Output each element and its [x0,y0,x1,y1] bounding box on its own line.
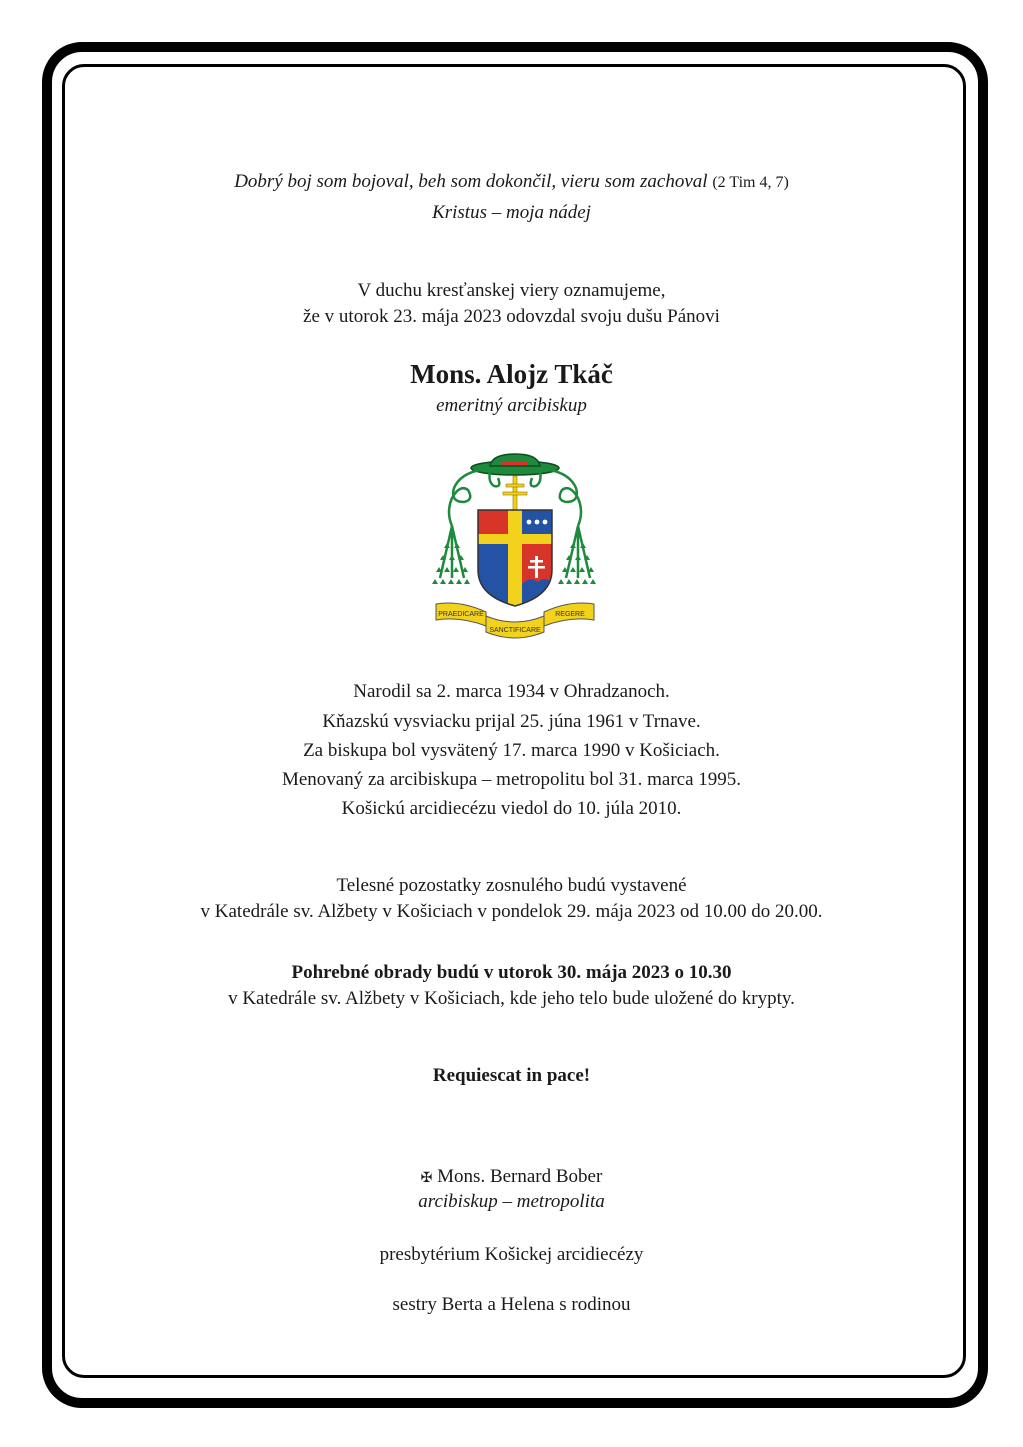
archbishop-name: Mons. Bernard Bober [437,1166,603,1187]
motto-line [0,170,1023,195]
bio-line-2: Kňazskú vysviacku prijal 25. júna 1961 v Trnave. [322,711,701,732]
bio-line-1: Narodil sa 2. marca 1934 v Ohradzanoch. [353,681,670,702]
motto-hope: Kristus – moja nádej [432,202,591,223]
viewing-line-1: Telesné pozostatky zosnulého budú vystavené [336,875,687,896]
motto-reference: (2 Tim 4, 7) [712,174,789,191]
presbytery: presbytérium Košickej arcidiecézy [379,1244,644,1265]
announcement-line-2: že v utorok 23. mája 2023 odovzdal svoju dušu Pánovi [303,306,720,327]
archbishop-signature [0,1165,1023,1191]
closing-prayer: Requiescat in pace! [432,1065,591,1086]
cross-icon: ✠ [420,1171,433,1186]
viewing-line-2: v Katedrále sv. Alžbety v Košiciach v pondelok 29. mája 2023 od 10.00 do 20.00. [200,901,823,922]
bio-line-5: Košickú arcidiecézu viedol do 10. júla 2010. [341,798,682,819]
deceased-title: emeritný arcibiskup [436,395,587,416]
motto-verse: Dobrý boj som bojoval, beh som dokončil, vieru som zachoval [234,171,708,192]
crest-motto-left: PRAEDICARE [438,611,484,618]
coat-of-arms-icon [430,452,600,648]
deceased-name: Mons. Alojz Tkáč [410,359,613,389]
bio-line-4: Menovaný za arcibiskupa – metropolitu bol 31. marca 1995. [281,769,742,790]
announcement-line-1: V duchu kresťanskej viery oznamujeme, [357,280,666,301]
crest-motto-right: REGERE [555,611,585,618]
funeral-line-1: Pohrebné obrady budú v utorok 30. mája 2023 o 10.30 [291,962,732,983]
crest-motto-center: SANCTIFICARE [489,627,541,634]
bio-line-3: Za biskupa bol vysvätený 17. marca 1990 v Košiciach. [303,740,720,761]
archbishop-title: arcibiskup – metropolita [418,1191,605,1212]
family: sestry Berta a Helena s rodinou [392,1294,631,1315]
funeral-line-2: v Katedrále sv. Alžbety v Košiciach, kde jeho telo bude uložené do krypty. [228,988,795,1009]
